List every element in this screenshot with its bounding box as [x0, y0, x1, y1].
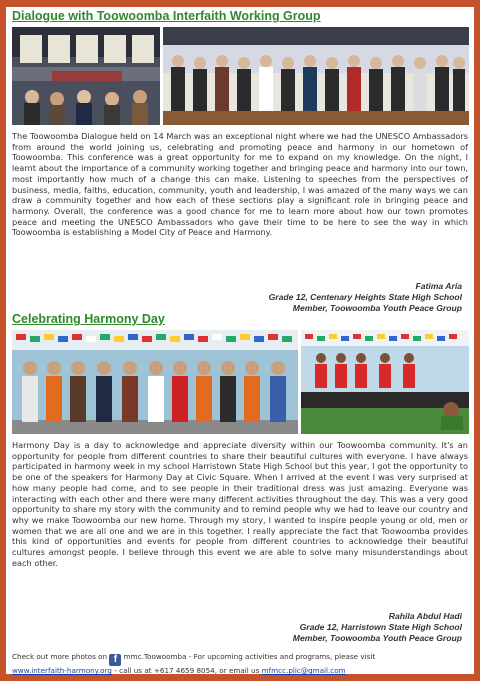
email-link[interactable]: mfmcc.plic@gmail.com [261, 666, 346, 675]
harmony-day-paragraph: Harmony Day is a day to acknowledge and appreciate diversity within our Toowoomba community. It's an opportunity for people from different countries to share their beautiful cultures with everyone. I have always participated in harmony week in my school Harristown State High School but this year, I got the opportunity to be one of the speakers for Harmony Day at Civic Square. When I arrived at the event I was very surprised at how many people had come, and to see people in their traditional dress was just amazing. Everyone was interacting with each other and there were many different activities throughout the day. This was a very good opportunity to share my story with the community and to remind people why we had to leave our country and why we make Toowoomba our new home. Through my story, I wanted to inspire people young or old, men or women that we are all one and we are in this together. I really appreciate the fact that Toowoomba provides this kind of opportunities and events for people from different countries to acknowledge their beautiful cultures amongst people. I believe through this event we are able to solve many misunderstandings about each other. [12, 440, 468, 568]
footer-line-2 [12, 666, 472, 675]
section-title-dialogue: Dialogue with Toowoomba Interfaith Working Group [12, 9, 321, 23]
website-link[interactable]: www.interfaith-harmony.org [12, 666, 112, 675]
footer-call-text: - call us at +617 4659 8054, or email us [111, 666, 262, 675]
signature-block-2 [293, 611, 462, 644]
photo-unesco-group [163, 27, 469, 125]
signature-name: Fatima Aria [415, 281, 462, 291]
signature-school: Grade 12, Harristown State High School [299, 622, 462, 632]
dialogue-paragraph: The Toowoomba Dialogue held on 14 March was an exceptional night where we had the UNESCO Ambassadors from around the world joining us, celebrating and promoting peace and harmony in our hometown of Toowoomba. This conference was a great opportunity for me to expand on my knowledge. On the night, I learnt about the importance of a community working together and bringing peace and harmony into our town, most importantly how much of a change this can make. Listening to speeches from the perspectives of business, media, faiths, education, community, youth and leadership, I was amazed of the many ways we can draw a community together and how each of these sections play a significant role in bringing peace and harmony. Overall, the conference was a good chance for me to learn more about how our town promotes peace and meeting the UNESCO Ambassadors who gave their time to be here to see the way in which Toowoomba is establishing a Model City of Peace and Harmony. [12, 131, 468, 238]
signature-name: Rahila Abdul Hadi [388, 611, 462, 621]
newsletter-page [6, 7, 474, 674]
footer-line-1 [12, 652, 472, 666]
signature-school: Grade 12, Centenary Heights State High School [268, 292, 462, 302]
photo-harmony-day-crowd [12, 330, 298, 434]
section-title-harmony-day: Celebrating Harmony Day [12, 312, 165, 326]
signature-block-1 [269, 281, 462, 314]
footer [12, 652, 472, 675]
photo-children-performance [301, 330, 469, 434]
signature-membership: Member, Toowoomba Youth Peace Group [292, 303, 462, 313]
photo-conference-audience [12, 27, 160, 125]
facebook-page-link[interactable]: mmc.Toowoomba [123, 652, 187, 661]
footer-visit-text: - For upcoming activities and programs, please visit [186, 652, 376, 661]
facebook-icon[interactable]: f [109, 654, 121, 666]
signature-membership: Member, Toowoomba Youth Peace Group [292, 633, 462, 643]
footer-photos-text: Check out more photos on [12, 652, 108, 661]
